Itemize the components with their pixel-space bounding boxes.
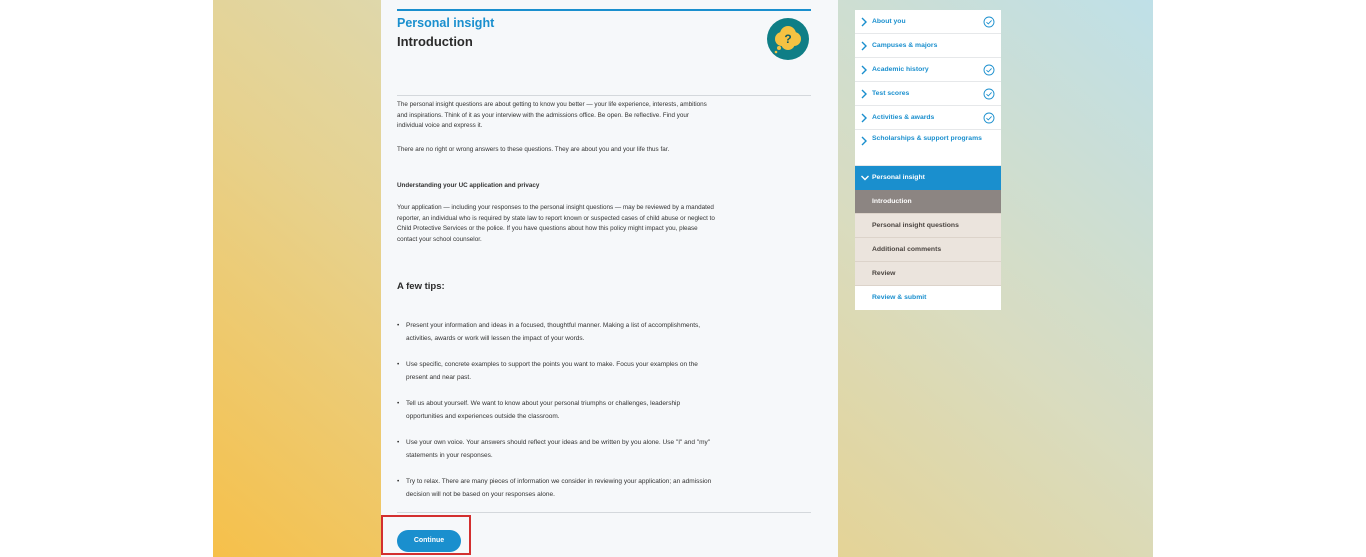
tips-list [397,319,717,514]
sidebar-item-campuses-majors[interactable] [855,34,1001,58]
sidebar-item-activities-awards[interactable] [855,106,1001,130]
sidebar-item-label: Campuses & majors [872,42,938,49]
section-accent-line [397,9,811,11]
content-divider [397,95,811,96]
tip-text: Use your own voice. Your answers should reflect your ideas and be written by you alone. Use "I" and "my" statements in your responses. [406,439,711,459]
bullet-icon: • [397,322,400,329]
sidebar-item-scholarships-support[interactable] [855,130,1001,166]
sidebar-subitem-personal-insight-questions[interactable]: Personal insight questions [855,214,1001,238]
help-question-mark: ? [784,32,792,46]
chevron-down-icon [860,172,870,184]
continue-button[interactable]: Continue [397,530,461,552]
completed-check-icon [983,112,995,124]
tip-item [397,319,717,358]
sidebar-item-label: Personal insight [872,174,925,181]
chevron-right-icon [860,88,868,100]
chevron-right-icon [860,16,868,28]
tip-item [397,358,717,397]
completed-check-icon [983,16,995,28]
sidebar-subitem-introduction[interactable]: Introduction [855,190,1001,214]
chevron-right-icon [860,64,868,76]
bullet-icon: • [397,439,400,446]
bullet-icon: • [397,361,400,368]
completed-check-icon [983,64,995,76]
completed-check-icon [983,88,995,100]
tip-text: Try to relax. There are many pieces of information we consider in reviewing your application; an admission decision will not be based on your responses alone. [406,478,712,498]
tips-heading: A few tips: [397,281,445,292]
sidebar-item-label: Test scores [872,90,910,97]
application-sidebar [855,10,1001,310]
sidebar-item-about-you[interactable] [855,10,1001,34]
sidebar-item-label: About you [872,18,906,25]
bullet-icon: • [397,400,400,407]
tip-text: Use specific, concrete examples to support the points you want to make. Focus your examples on the present and near past. [406,361,698,381]
intro-paragraph-1: The personal insight questions are about getting to know you better — your life experience, interests, ambitions and inspirations. Think of it as your interview with the admissions office. Be open. Be reflective. Find your individual voice and express it. [397,101,707,129]
sidebar-item-personal-insight[interactable] [855,166,1001,190]
tip-item [397,397,717,436]
chevron-right-icon [860,135,868,147]
tip-text: Present your information and ideas in a focused, thoughtful manner. Making a list of accomplishments, activities, awards or work will lessen the impact of your words. [406,322,701,342]
footer-divider [397,512,811,513]
intro-paragraph-2: There are no right or wrong answers to these questions. They are about you and your life thus far. [397,146,670,153]
chevron-right-icon [860,40,868,52]
tip-text: Tell us about yourself. We want to know about your personal triumphs or challenges, leadership opportunities and experiences outside the classroom. [406,400,681,420]
chevron-right-icon [860,112,868,124]
thought-bubble-help-icon [767,18,809,60]
sidebar-subitem-additional-comments[interactable]: Additional comments [855,238,1001,262]
sidebar-item-label: Scholarships & support programs [872,135,982,142]
section-title: Personal insight [397,16,495,30]
sidebar-item-test-scores[interactable] [855,82,1001,106]
sidebar-item-label: Activities & awards [872,114,935,121]
sidebar-item-academic-history[interactable] [855,58,1001,82]
tip-item [397,475,717,514]
privacy-heading: Understanding your UC application and privacy [397,182,540,189]
privacy-paragraph: Your application — including your responses to the personal insight questions — may be reviewed by a mandated reporter, an individual who is required by state law to report known or suspected cases of child abuse or neglect to Child Protective Services or the police. If you have questions about how this policy might impact you, please contact your school counselor. [397,204,715,243]
sidebar-item-label: Academic history [872,66,929,73]
sidebar-subitem-review[interactable]: Review [855,262,1001,286]
bullet-icon: • [397,478,400,485]
tip-item [397,436,717,475]
page-title: Introduction [397,34,473,49]
sidebar-item-review-submit[interactable]: Review & submit [855,286,1001,310]
